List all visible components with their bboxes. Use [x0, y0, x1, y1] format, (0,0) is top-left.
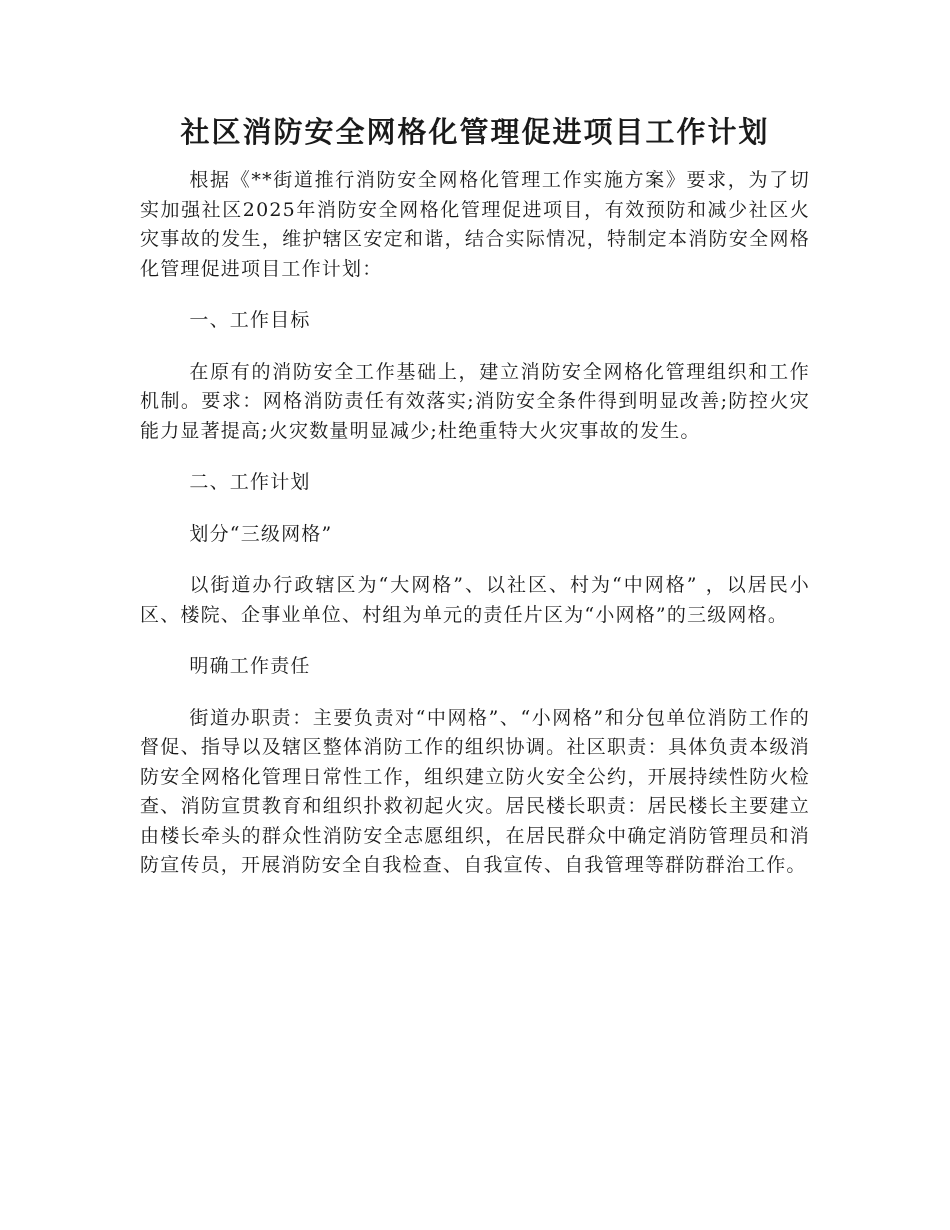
- subheading-three-level-grid: 划分“三级网格”: [189, 522, 333, 545]
- document-body: [140, 166, 810, 881]
- intro-paragraph: 根据《**街道推行消防安全网格化管理工作实施方案》要求，为了切实加强社区2025年消防安全网格化管理促进项目，有效预防和减少社区火灾事故的发生，维护辖区安定和谐，结合实际情况，特制定本消防安全网格化管理促进项目工作计划：: [140, 169, 810, 280]
- responsibilities-paragraph: 街道办职责：主要负责对“中网格”、“小网格”和分包单位消防工作的督促、指导以及辖区整体消防工作的组织协调。社区职责：具体负责本级消防安全网格化管理日常性工作，组织建立防火安全公约，开展持续性防火检查、消防宣贯教育和组织扑救初起火灾。居民楼长职责：居民楼长主要建立由楼长牵头的群众性消防安全志愿组织，在居民群众中确定消防管理员和消防宣传员，开展消防安全自我检查、自我宣传、自我管理等群防群治工作。: [140, 706, 810, 876]
- subheading-responsibilities: 明确工作责任: [189, 655, 311, 677]
- document-title: 社区消防安全网格化管理促进项目工作计划: [180, 115, 770, 149]
- section-heading-goals: 一、工作目标: [189, 309, 311, 331]
- goals-paragraph: 在原有的消防安全工作基础上，建立消防安全网格化管理组织和工作机制。要求：网格消防责任有效落实;消防安全条件得到明显改善;防控火灾能力显著提高;火灾数量明显减少;杜绝重特大火灾事故的发生。: [140, 360, 810, 442]
- three-level-grid-paragraph: 以街道办行政辖区为“大网格”、以社区、村为“中网格” ，以居民小区、楼院、企事业单位、村组为单元的责任片区为“小网格”的三级网格。: [140, 574, 810, 626]
- section-heading-plan: 二、工作计划: [189, 471, 311, 493]
